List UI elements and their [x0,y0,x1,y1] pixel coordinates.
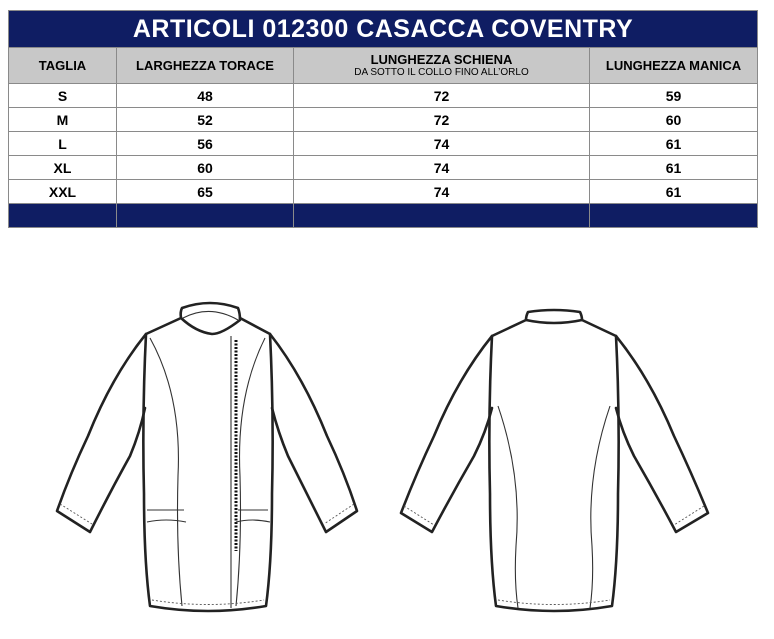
front-left-seam [150,338,182,606]
cell-chest: 52 [117,108,294,132]
front-right-cuff-stitch [324,504,354,524]
cell-chest: 56 [117,132,294,156]
table-row [9,180,758,204]
front-body-outline [143,318,272,611]
back-collar [526,310,582,323]
footer-cell [117,204,294,228]
column-header-label: LARGHEZZA TORACE [136,58,274,73]
cell-size: XXL [9,180,117,204]
cell-size: M [9,108,117,132]
front-hem-stitch [152,600,264,605]
cell-size: XL [9,156,117,180]
back-body-outline [489,320,618,611]
column-header-back-length [294,48,590,84]
front-right-pocket [236,510,270,522]
jacket-front-drawing [57,303,357,611]
front-collar [181,303,240,334]
cell-back: 72 [294,108,590,132]
back-right-seam [590,406,610,608]
front-left-sleeve [57,334,146,532]
table-row [9,108,758,132]
footer-cell [9,204,117,228]
front-right-sleeve [270,334,357,532]
front-left-cuff-stitch [60,504,92,524]
column-header-row [9,48,758,84]
table-footer-row [9,204,758,228]
cell-back: 74 [294,132,590,156]
cell-chest: 48 [117,84,294,108]
size-chart-table [8,10,758,228]
column-header-sublabel: DA SOTTO IL COLLO FINO ALL’ORLO [354,67,529,78]
table-row [9,156,758,180]
back-left-sleeve [401,336,492,532]
footer-cell [590,204,758,228]
table-row [9,84,758,108]
title-row [9,11,758,48]
column-header-chest-width [117,48,294,84]
front-left-pocket [147,510,186,522]
back-hem-stitch [498,600,610,605]
table-row [9,132,758,156]
front-right-seam [236,338,265,606]
table-title: ARTICOLI 012300 CASACCA COVENTRY [9,11,758,48]
column-header-size [9,48,117,84]
cell-back: 74 [294,180,590,204]
cell-chest: 60 [117,156,294,180]
cell-sleeve: 60 [590,108,758,132]
back-left-seam [498,406,518,608]
front-collar-band [183,311,238,320]
column-header-label: TAGLIA [38,58,87,73]
back-right-sleeve [616,336,708,532]
cell-back: 72 [294,84,590,108]
footer-cell [294,204,590,228]
garment-drawings [0,296,774,626]
jacket-back-drawing [401,310,708,611]
back-left-cuff-stitch [404,506,434,525]
cell-size: S [9,84,117,108]
cell-sleeve: 61 [590,132,758,156]
cell-back: 74 [294,156,590,180]
column-header-label: LUNGHEZZA SCHIENA [370,52,513,67]
cell-chest: 65 [117,180,294,204]
cell-size: L [9,132,117,156]
cell-sleeve: 61 [590,156,758,180]
cell-sleeve: 59 [590,84,758,108]
column-header-sleeve-length [590,48,758,84]
column-header-label: LUNGHEZZA MANICA [605,58,742,73]
cell-sleeve: 61 [590,180,758,204]
back-right-cuff-stitch [674,506,704,525]
